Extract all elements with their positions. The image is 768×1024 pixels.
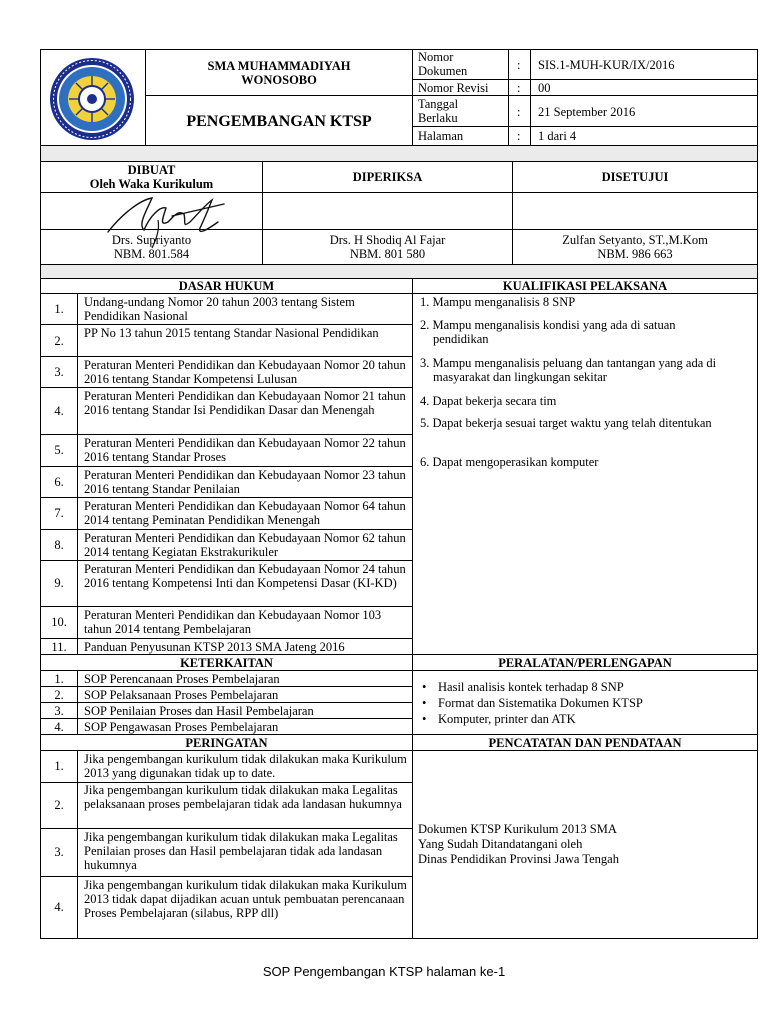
field-value-nomor-dokumen: SIS.1-MUH-KUR/IX/2016 [538,58,675,72]
dasar-hukum-item: Peraturan Menteri Pendidikan dan Kebudayaan Nomor 21 tahun 2016 tentang Standar Isi Pendidikan Dasar dan Menengah [84,389,406,417]
pencatatan-heading: PENCATATAN DAN PENDATAAN [488,736,682,750]
kualifikasi-item: 2. Mampu menganalisis kondisi yang ada di satuan pendidikan [420,318,676,346]
signer-nbm-disetujui: NBM. 986 663 [597,247,673,261]
peringatan-item: Jika pengembangan kurikulum tidak dilakukan maka Legalitas Penilaian proses dan Hasil pembelajaran tidak ada landasan hukumnya [84,830,398,872]
dasar-hukum-item: Undang-undang Nomor 20 tahun 2003 tentang Sistem Pendidikan Nasional [84,295,355,323]
dibuat-subheading: Oleh Waka Kurikulum [89,177,214,191]
peralatan-item: • Format dan Sistematika Dokumen KTSP [416,695,643,711]
peringatan-item: Jika pengembangan kurikulum tidak dilakukan maka Kurikulum 2013 tidak dapat dijadikan acuan untuk pembuatan perencanaan Proses Pembelajaran (silabus, RPP dll) [84,878,407,920]
signer-name-disetujui: Zulfan Setyanto, ST.,M.Kom [562,233,708,247]
disetujui-heading: DISETUJUI [601,170,669,184]
dasar-hukum-item: Peraturan Menteri Pendidikan dan Kebudayaan Nomor 103 tahun 2014 tentang Pembelajaran [84,608,382,636]
field-label-tanggal-berlaku: Tanggal Berlaku [418,97,459,125]
peralatan-list [416,679,643,727]
field-value-halaman: 1 dari 4 [538,129,577,143]
peringatan-item: Jika pengembangan kurikulum tidak dilakukan maka Kurikulum 2013 yang digunakan tidak up to date. [84,752,407,780]
dibuat-heading: DIBUAT [127,163,176,177]
field-label-nomor-revisi: Nomor Revisi [418,81,489,95]
school-logo [48,56,136,142]
keterkaitan-item: SOP Perencanaan Proses Pembelajaran [84,672,280,686]
kualifikasi-item: 1. Mampu menganalisis 8 SNP [420,295,576,309]
dasar-hukum-item: Peraturan Menteri Pendidikan dan Kebudayaan Nomor 23 tahun 2016 tentang Standar Penilaian [84,468,406,496]
keterkaitan-item: SOP Penilaian Proses dan Hasil Pembelajaran [84,704,314,718]
dasar-hukum-item: Peraturan Menteri Pendidikan dan Kebudayaan Nomor 22 tahun 2016 tentang Standar Proses [84,436,406,464]
peringatan-heading: PERINGATAN [185,736,268,750]
keterkaitan-item: SOP Pengawasan Proses Pembelajaran [84,720,279,734]
page-footer: SOP Pengembangan KTSP halaman ke-1 [262,964,506,979]
signer-name-waka: Drs. Supriyanto [111,233,192,247]
signer-nbm-waka: NBM. 801.584 [113,247,190,261]
keterkaitan-heading: KETERKAITAN [180,656,273,670]
field-value-nomor-revisi: 00 [538,81,551,95]
dasar-hukum-item: Panduan Penyusunan KTSP 2013 SMA Jateng 2016 [84,640,345,654]
peralatan-heading: PERALATAN/PERLENGAPAN [498,656,672,670]
peralatan-item: • Hasil analisis kontek terhadap 8 SNP [416,679,643,695]
dasar-hukum-item: Peraturan Menteri Pendidikan dan Kebudayaan Nomor 62 tahun 2014 tentang Kegiatan Ekstrakurikuler [84,531,406,559]
field-label-nomor-dokumen: Nomor Dokumen [418,50,468,78]
school-name: SMA MUHAMMADIYAH [207,59,351,73]
dasar-hukum-item: Peraturan Menteri Pendidikan dan Kebudayaan Nomor 20 tahun 2016 tentang Standar Kompetensi Lulusan [84,358,406,386]
dasar-hukum-item: PP No 13 tahun 2015 tentang Standar Nasional Pendidikan [84,326,379,340]
school-city: WONOSOBO [241,73,317,87]
field-value-tanggal-berlaku: 21 September 2016 [538,105,636,119]
kualifikasi-item: 6. Dapat mengoperasikan komputer [420,455,599,469]
diperiksa-heading: DIPERIKSA [352,170,423,184]
document-title: PENGEMBANGAN KTSP [186,113,372,130]
field-label-halaman: Halaman [418,129,464,143]
kualifikasi-heading: KUALIFIKASI PELAKSANA [502,279,668,293]
dasar-hukum-item: Peraturan Menteri Pendidikan dan Kebudayaan Nomor 24 tahun 2016 tentang Kompetensi Inti dan Kompetensi Dasar (KI-KD) [84,562,406,590]
peringatan-item: Jika pengembangan kurikulum tidak dilakukan maka Legalitas pelaksanaan proses pembelajaran tidak ada landasan hukumnya [84,783,402,811]
kualifikasi-item: 4. Dapat bekerja secara tim [420,394,557,408]
dasar-hukum-item: Peraturan Menteri Pendidikan dan Kebudayaan Nomor 64 tahun 2014 tentang Peminatan Pendidikan Menengah [84,499,406,527]
dasar-hukum-heading: DASAR HUKUM [178,279,275,293]
keterkaitan-item: SOP Pelaksanaan Proses Pembelajaran [84,688,279,702]
signer-name-diperiksa: Drs. H Shodiq Al Fajar [329,233,446,247]
signer-nbm-diperiksa: NBM. 801 580 [349,247,426,261]
peralatan-item: • Komputer, printer dan ATK [416,711,643,727]
kualifikasi-item: 5. Dapat bekerja sesuai target waktu yang telah ditentukan [420,416,712,430]
kualifikasi-item: 3. Mampu menganalisis peluang dan tantangan yang ada di masyarakat dan lingkungan sekitar [420,356,717,384]
